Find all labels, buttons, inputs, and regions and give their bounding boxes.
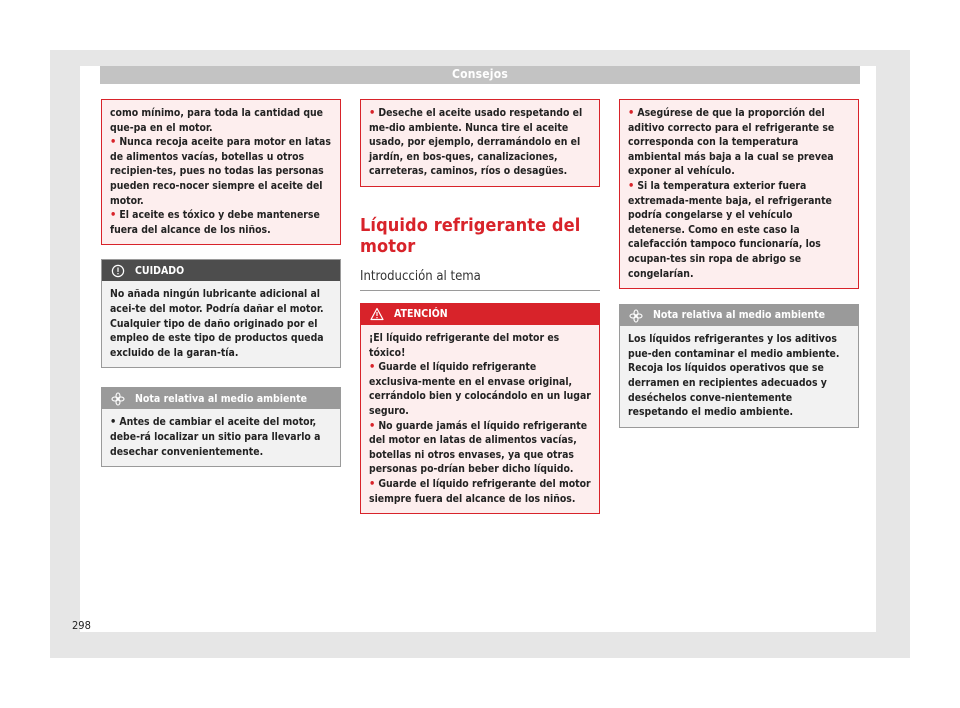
warning-intro: ¡El líquido refrigerante del motor es tóxico! xyxy=(369,331,560,359)
info-circle-icon xyxy=(111,264,125,278)
bullet-icon: • xyxy=(369,360,376,374)
divider xyxy=(360,290,600,291)
recycle-flower-icon xyxy=(111,392,125,406)
warning-triangle-icon xyxy=(370,307,384,321)
bullet-icon: • xyxy=(110,415,117,429)
environment-label: Nota relativa al medio ambiente xyxy=(653,309,826,322)
warning-label: ATENCIÓN xyxy=(394,308,448,321)
environment-caption xyxy=(620,305,858,326)
list-item: • Antes de cambiar el aceite del motor, debe-rá localizar un sitio para llevarlo a desechar convenientemente. xyxy=(110,415,321,458)
list-item: • Deseche el aceite usado respetando el me-dio ambiente. Nunca tire el aceite usado, por ejemplo, derramándolo en el jardín, en bos-ques, canalizaciones, carreteras, caminos, ríos o desagües. xyxy=(369,106,583,178)
page-number: 298 xyxy=(72,619,91,632)
environment-caption xyxy=(102,388,340,409)
column-middle xyxy=(360,99,600,514)
list-item: • El aceite es tóxico y debe mantenerse fuera del alcance de los niños. xyxy=(110,208,320,236)
bullet-icon: • xyxy=(110,135,117,149)
header-bar xyxy=(100,66,860,84)
caution-box xyxy=(101,259,341,368)
list-item: • Nunca recoja aceite para motor en latas de alimentos vacías, botellas u otros recipien-tes, pues no todas las personas pueden reco-nocer siempre el aceite del motor. xyxy=(110,135,331,207)
bullet-icon: • xyxy=(369,106,376,119)
warning-continuation-box xyxy=(619,99,859,289)
bullet-icon: • xyxy=(628,178,635,192)
environment-note-box xyxy=(101,387,341,467)
environment-label: Nota relativa al medio ambiente xyxy=(135,392,308,405)
recycle-flower-icon xyxy=(629,309,643,323)
caution-text: No añada ningún lubricante adicional al acei-te del motor. Podría dañar el motor. Cualquier tipo de daño originado por el empleo de este tipo de productos queda excluido de la garan-tía. xyxy=(110,288,324,359)
list-item: • Asegúrese de que la proporción del aditivo correcto para el refrigerante se corresponda con la temperatura ambiental más baja a la cual se prevea exponer al vehículo. xyxy=(628,106,835,178)
list-item: • Guarde el líquido refrigerante exclusiva-mente en el envase original, cerrándolo bien y colocándolo en un lugar seguro. xyxy=(369,360,591,417)
caution-label: CUIDADO xyxy=(135,264,185,277)
bullet-icon: • xyxy=(369,476,376,490)
environment-text: Los líquidos refrigerantes y los aditivos pue-den contaminar el medio ambiente. Recoja los líquidos operativos que se derramen en recipientes adecuados y deséchelos conve-nientemente respetando el medio ambiente. xyxy=(628,333,840,419)
section-subtitle: Introducción al tema xyxy=(360,268,481,284)
bullet-icon: • xyxy=(110,208,117,222)
list-item: • Guarde el líquido refrigerante del motor siempre fuera del alcance de los niños. xyxy=(369,476,591,505)
bullet-icon: • xyxy=(369,418,376,432)
list-item: • No guarde jamás el líquido refrigerante del motor en latas de alimentos vacías, botellas ni otros envases, ya que otras personas po-drían beber dicho líquido. xyxy=(369,418,588,476)
paragraph: como mínimo, para toda la cantidad que que-pa en el motor. xyxy=(110,107,324,134)
environment-note-box xyxy=(619,304,859,428)
header-title: Consejos xyxy=(452,67,508,81)
warning-continuation-box xyxy=(360,99,600,187)
warning-caption xyxy=(361,304,599,325)
column-right xyxy=(619,99,859,428)
warning-box xyxy=(360,303,600,514)
column-left xyxy=(101,99,341,467)
list-item: • Si la temperatura exterior fuera extremada-mente baja, el refrigerante podría congelarse y el vehículo detenerse. Como en este caso la calefacción tampoco funcionaría, los ocupan-tes sin ropa de abrigo se congelarían. xyxy=(628,178,832,280)
section-title: Líquido refrigerante del motor xyxy=(360,214,581,257)
caution-caption xyxy=(102,260,340,281)
bullet-icon: • xyxy=(628,106,635,119)
warning-continuation-box xyxy=(101,99,341,245)
